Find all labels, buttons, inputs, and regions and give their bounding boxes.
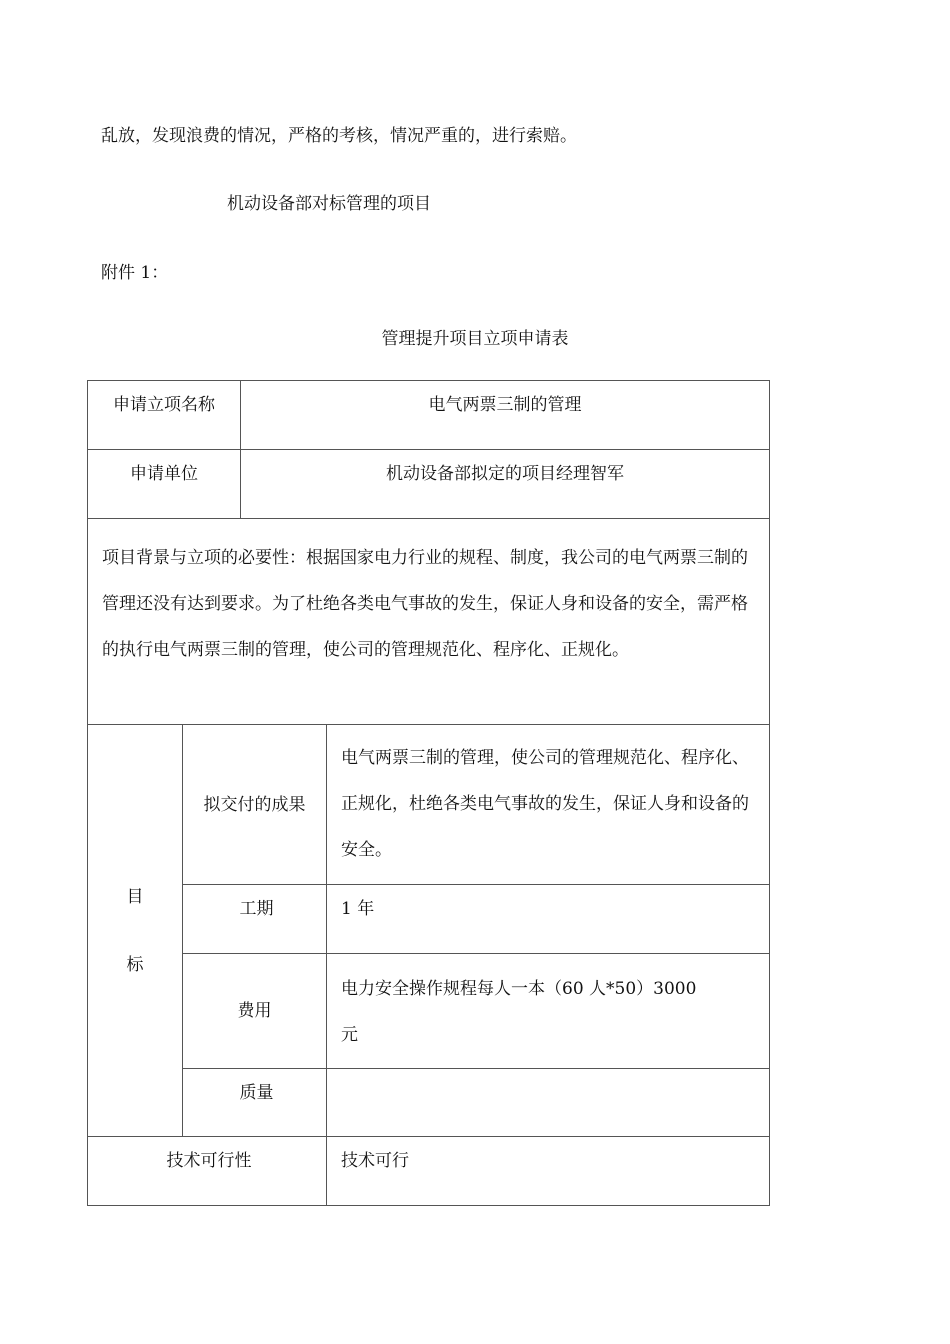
form-title: 管理提升项目立项申请表 — [381, 329, 569, 349]
deliverable-label: 拟交付的成果 — [183, 725, 327, 885]
goal-label-char-2: 标 — [126, 954, 144, 975]
feasibility-value: 技术可行 — [327, 1137, 770, 1206]
goal-label-char-1: 目 — [126, 886, 144, 907]
table-row — [88, 519, 770, 725]
cost-value-line-2: 元 — [341, 1025, 358, 1045]
applicant-value: 机动设备部拟定的项目经理智军 — [241, 450, 770, 519]
table-row — [88, 954, 770, 1069]
goal-label — [88, 725, 183, 1137]
cost-label: 费用 — [183, 954, 327, 1069]
project-name-label: 申请立项名称 — [88, 381, 241, 450]
table-row — [88, 450, 770, 519]
section-title: 机动设备部对标管理的项目 — [227, 194, 431, 214]
background-text: 项目背景与立项的必要性：根据国家电力行业的规程、制度，我公司的电气两票三制的管理还没有达到要求。为了杜绝各类电气事故的发生，保证人身和设备的安全，需严格的执行电气两票三制的管理，使公司的管理规范化、程序化、正规化。 — [88, 519, 770, 725]
application-form-table — [87, 380, 770, 1206]
deliverable-value: 电气两票三制的管理，使公司的管理规范化、程序化、正规化，杜绝各类电气事故的发生，保证人身和设备的安全。 — [327, 725, 770, 885]
table-row — [88, 381, 770, 450]
applicant-label: 申请单位 — [88, 450, 241, 519]
cost-value-line-1: 电力安全操作规程每人一本（60 人*50）3000 — [341, 979, 697, 999]
quality-label: 质量 — [183, 1069, 327, 1137]
duration-label: 工期 — [183, 885, 327, 954]
table-row — [88, 1137, 770, 1206]
cost-value — [327, 954, 770, 1069]
duration-value: 1 年 — [327, 885, 770, 954]
intro-line: 乱放，发现浪费的情况，严格的考核，情况严重的，进行索赔。 — [101, 126, 577, 146]
feasibility-label: 技术可行性 — [88, 1137, 327, 1206]
quality-value — [327, 1069, 770, 1137]
project-name-value: 电气两票三制的管理 — [241, 381, 770, 450]
attachment-label: 附件 1： — [101, 263, 169, 283]
table-row — [88, 1069, 770, 1137]
table-row — [88, 885, 770, 954]
table-row — [88, 725, 770, 885]
